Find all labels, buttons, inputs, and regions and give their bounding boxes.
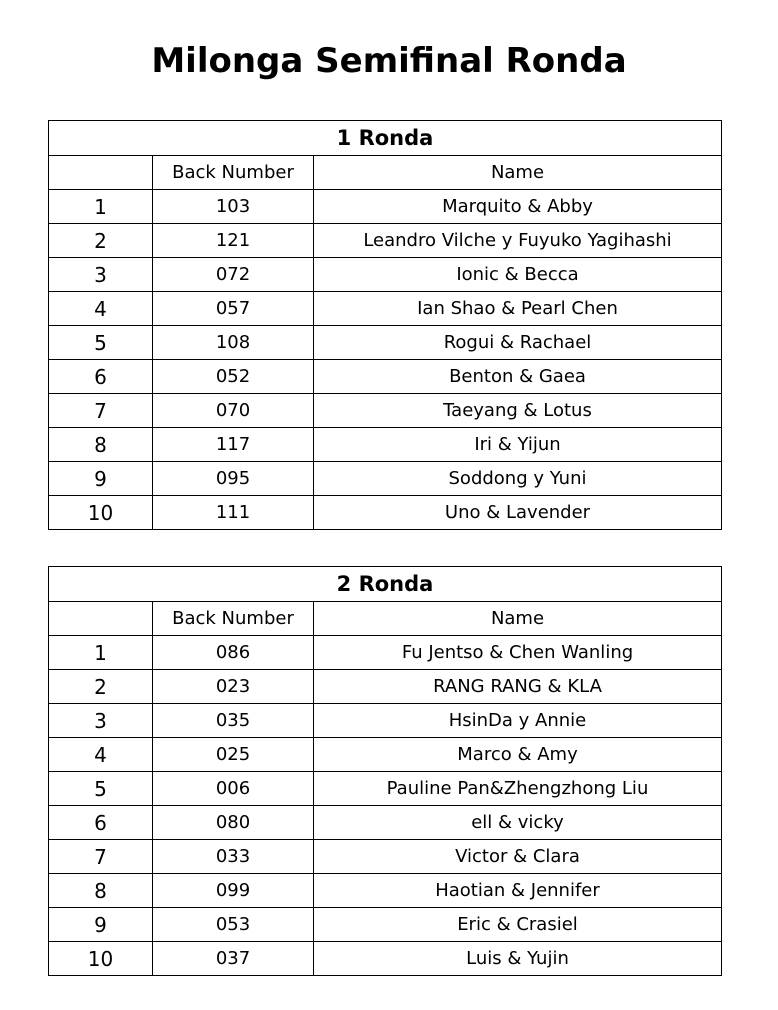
- table-row: [49, 908, 722, 942]
- couple-name-cell: Haotian & Jennifer: [314, 874, 722, 908]
- rank-cell: 5: [49, 326, 153, 360]
- rank-cell: 5: [49, 772, 153, 806]
- rank-cell: 9: [49, 462, 153, 496]
- ronda-heading-row: [49, 121, 722, 156]
- back-number-cell: 111: [153, 496, 314, 530]
- back-number-cell: 023: [153, 670, 314, 704]
- table-row: [49, 258, 722, 292]
- table-row: [49, 806, 722, 840]
- column-header-name: Name: [314, 156, 722, 190]
- table-row: [49, 942, 722, 976]
- back-number-cell: 035: [153, 704, 314, 738]
- back-number-cell: 033: [153, 840, 314, 874]
- table-row: [49, 462, 722, 496]
- back-number-cell: 070: [153, 394, 314, 428]
- couple-name-cell: Benton & Gaea: [314, 360, 722, 394]
- page-title: Milonga Semifinal Ronda: [151, 41, 627, 81]
- back-number-cell: 095: [153, 462, 314, 496]
- couple-name-cell: Marco & Amy: [314, 738, 722, 772]
- ronda-heading-row: [49, 567, 722, 602]
- rank-cell: 10: [49, 496, 153, 530]
- couple-name-cell: HsinDa y Annie: [314, 704, 722, 738]
- column-header-name: Name: [314, 602, 722, 636]
- table-row: [49, 772, 722, 806]
- column-header-row: [49, 156, 722, 190]
- couple-name-cell: RANG RANG & KLA: [314, 670, 722, 704]
- couple-name-cell: Marquito & Abby: [314, 190, 722, 224]
- back-number-cell: 052: [153, 360, 314, 394]
- rank-cell: 1: [49, 190, 153, 224]
- rank-cell: 3: [49, 704, 153, 738]
- column-header-back-number: Back Number: [153, 156, 314, 190]
- column-header-rank: [49, 156, 153, 190]
- ronda-table-2: [48, 566, 722, 976]
- rank-cell: 4: [49, 292, 153, 326]
- couple-name-cell: Rogui & Rachael: [314, 326, 722, 360]
- rank-cell: 2: [49, 224, 153, 258]
- couple-name-cell: Soddong y Yuni: [314, 462, 722, 496]
- couple-name-cell: Pauline Pan&Zhengzhong Liu: [314, 772, 722, 806]
- rank-cell: 8: [49, 428, 153, 462]
- couple-name-cell: Ian Shao & Pearl Chen: [314, 292, 722, 326]
- rank-cell: 4: [49, 738, 153, 772]
- back-number-cell: 072: [153, 258, 314, 292]
- table-row: [49, 670, 722, 704]
- rank-cell: 8: [49, 874, 153, 908]
- table-row: [49, 292, 722, 326]
- back-number-cell: 108: [153, 326, 314, 360]
- ronda-table-1: [48, 120, 722, 530]
- ronda-heading: 2 Ronda: [49, 567, 722, 602]
- table-row: [49, 738, 722, 772]
- ronda-heading: 1 Ronda: [49, 121, 722, 156]
- rank-cell: 6: [49, 806, 153, 840]
- rank-cell: 3: [49, 258, 153, 292]
- rank-cell: 2: [49, 670, 153, 704]
- column-header-row: [49, 602, 722, 636]
- column-header-rank: [49, 602, 153, 636]
- back-number-cell: 117: [153, 428, 314, 462]
- back-number-cell: 057: [153, 292, 314, 326]
- back-number-cell: 086: [153, 636, 314, 670]
- table-row: [49, 190, 722, 224]
- table-row: [49, 394, 722, 428]
- rank-cell: 7: [49, 394, 153, 428]
- back-number-cell: 025: [153, 738, 314, 772]
- table-row: [49, 360, 722, 394]
- rank-cell: 10: [49, 942, 153, 976]
- couple-name-cell: Uno & Lavender: [314, 496, 722, 530]
- back-number-cell: 053: [153, 908, 314, 942]
- column-header-back-number: Back Number: [153, 602, 314, 636]
- back-number-cell: 103: [153, 190, 314, 224]
- couple-name-cell: Eric & Crasiel: [314, 908, 722, 942]
- couple-name-cell: Ionic & Becca: [314, 258, 722, 292]
- table-row: [49, 428, 722, 462]
- couple-name-cell: Fu Jentso & Chen Wanling: [314, 636, 722, 670]
- couple-name-cell: Iri & Yijun: [314, 428, 722, 462]
- table-row: [49, 496, 722, 530]
- table-row: [49, 840, 722, 874]
- couple-name-cell: Victor & Clara: [314, 840, 722, 874]
- rank-cell: 6: [49, 360, 153, 394]
- table-row: [49, 326, 722, 360]
- couple-name-cell: Leandro Vilche y Fuyuko Yagihashi: [314, 224, 722, 258]
- rank-cell: 7: [49, 840, 153, 874]
- table-row: [49, 874, 722, 908]
- rank-cell: 1: [49, 636, 153, 670]
- couple-name-cell: ell & vicky: [314, 806, 722, 840]
- back-number-cell: 006: [153, 772, 314, 806]
- back-number-cell: 121: [153, 224, 314, 258]
- back-number-cell: 037: [153, 942, 314, 976]
- table-row: [49, 636, 722, 670]
- table-row: [49, 704, 722, 738]
- rank-cell: 9: [49, 908, 153, 942]
- couple-name-cell: Luis & Yujin: [314, 942, 722, 976]
- couple-name-cell: Taeyang & Lotus: [314, 394, 722, 428]
- ronda-rows: [49, 636, 722, 976]
- back-number-cell: 099: [153, 874, 314, 908]
- ronda-rows: [49, 190, 722, 530]
- back-number-cell: 080: [153, 806, 314, 840]
- table-row: [49, 224, 722, 258]
